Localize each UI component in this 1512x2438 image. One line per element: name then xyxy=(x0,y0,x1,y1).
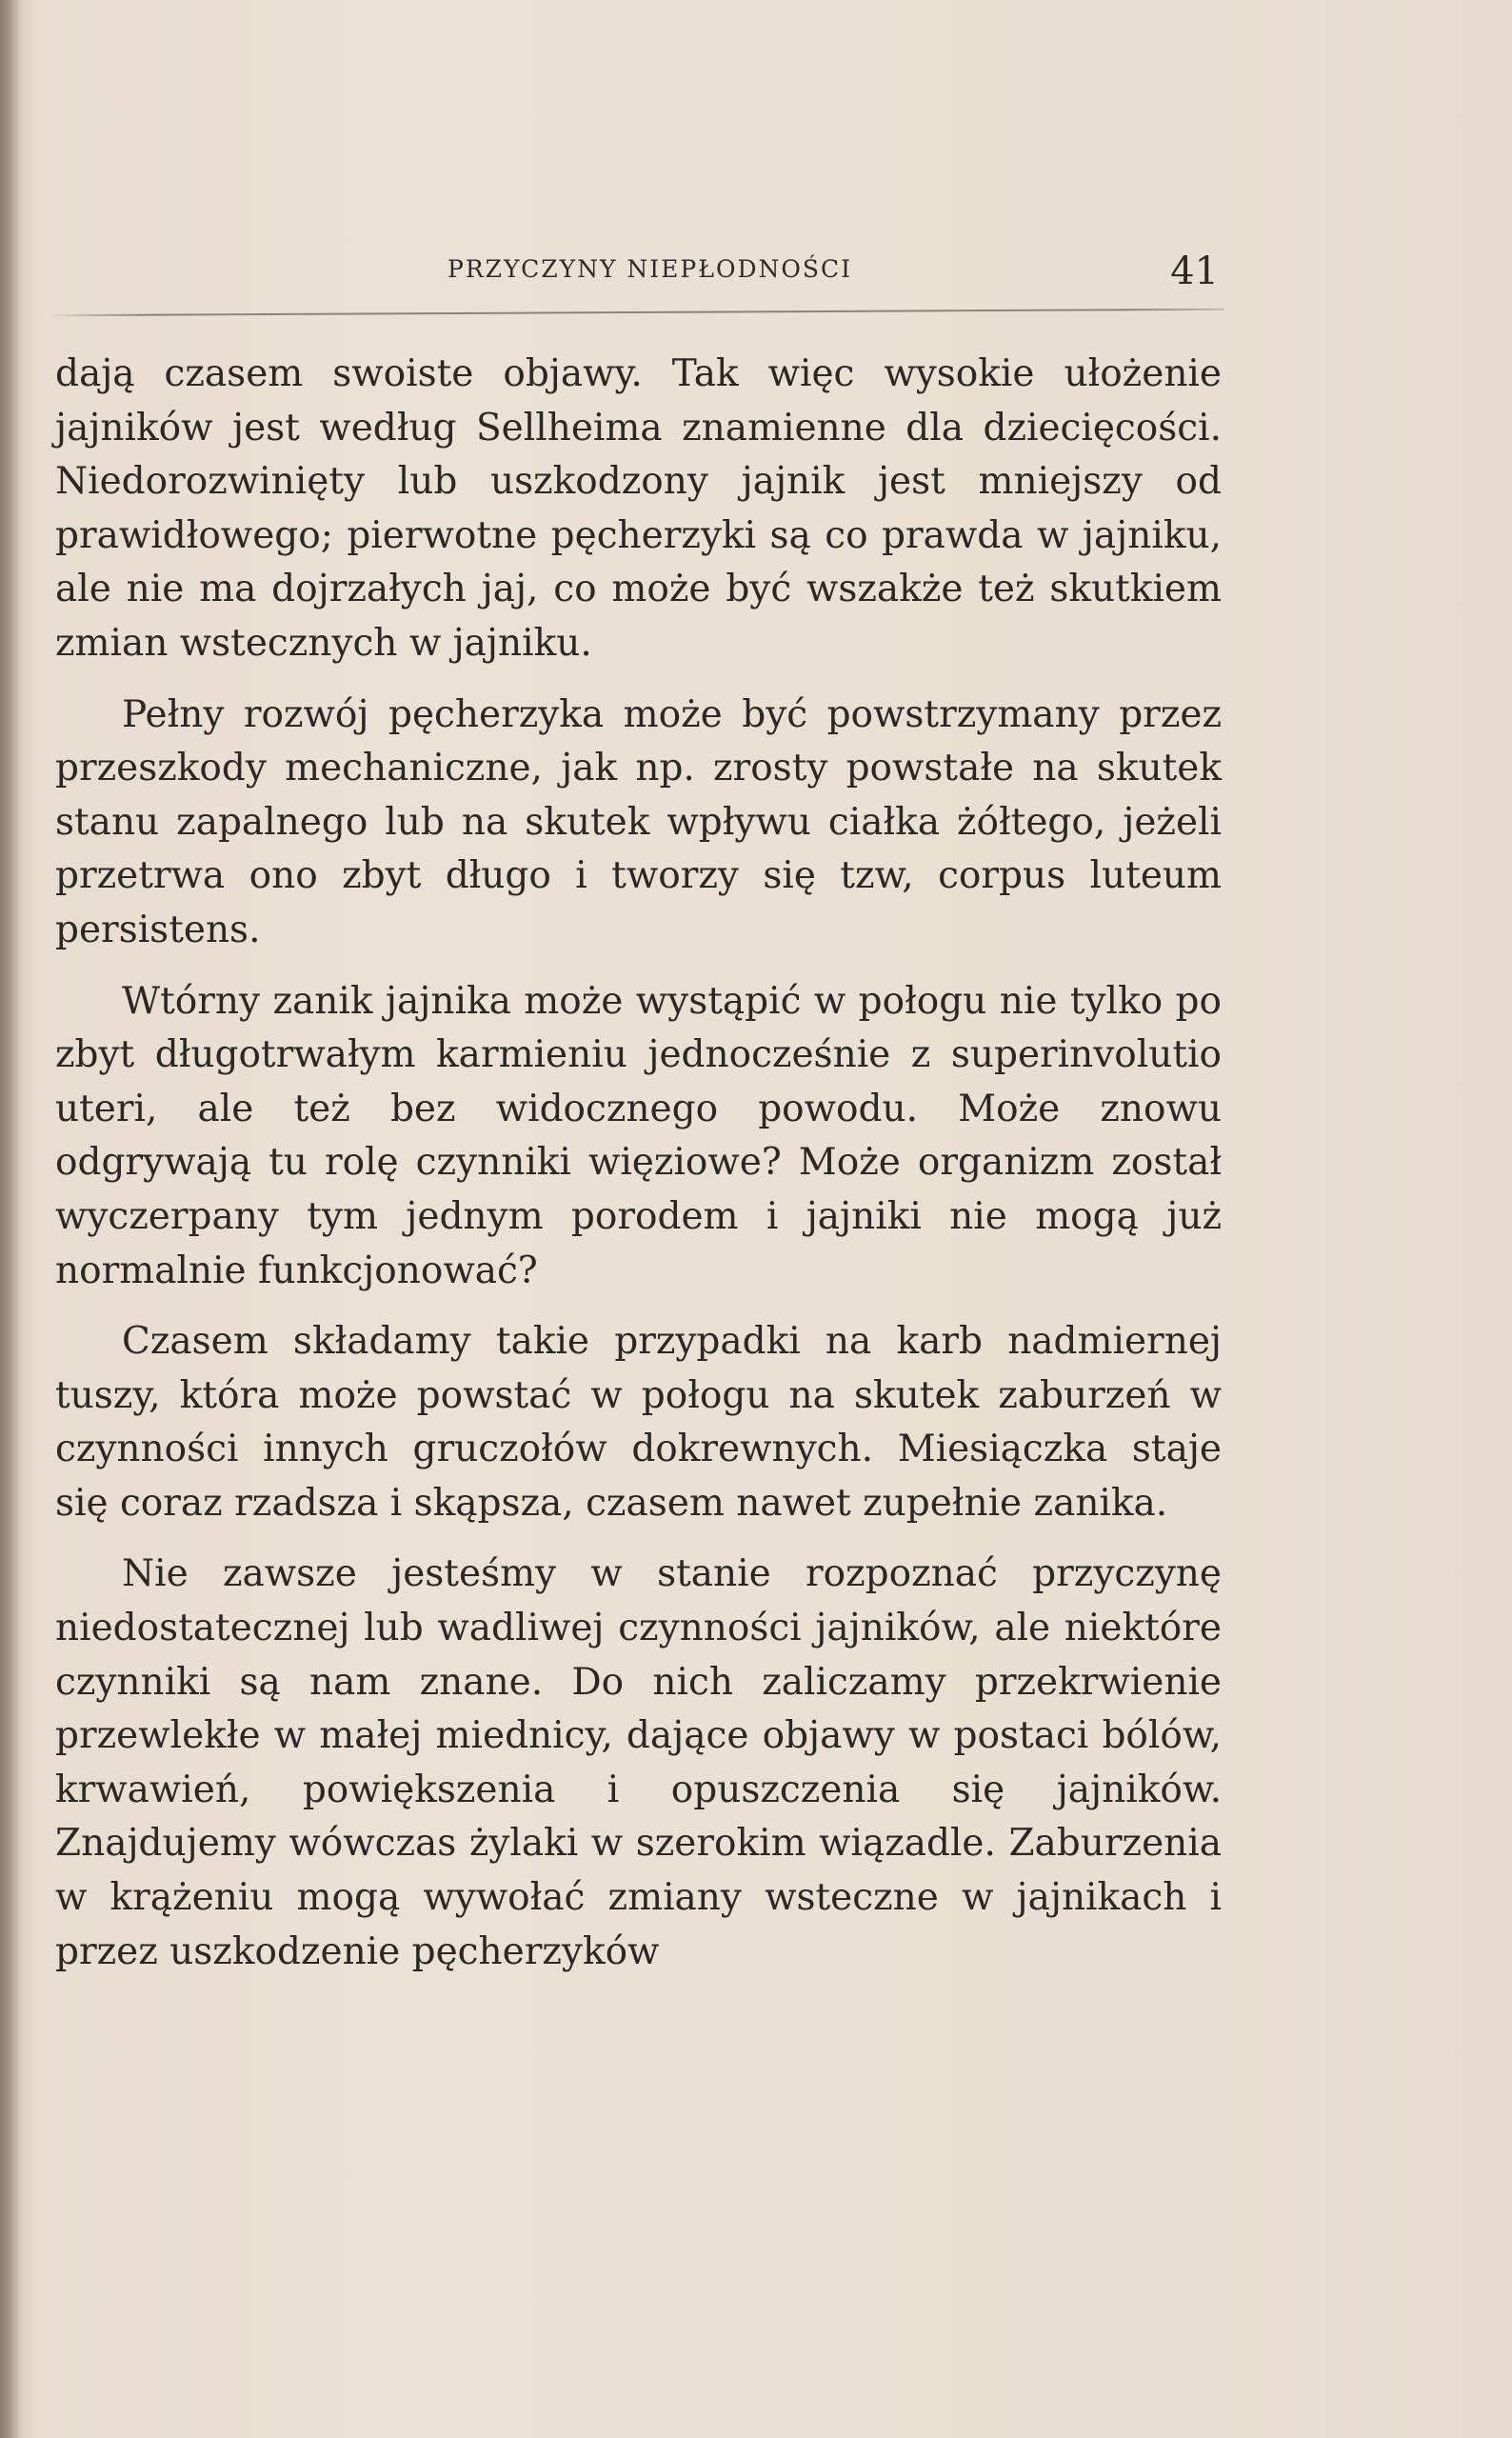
page-header xyxy=(448,250,1228,307)
running-title: PRZYCZYNY NIEPŁODNOŚCI xyxy=(448,255,852,283)
paragraph-1: dają czasem swoiste objawy. Tak więc wysokie ułożenie jajników jest według Sellheima znamienne dla dziecięcości. Niedorozwinięty lub uszkodzony jajnik jest mniejszy od prawidłowego; pierwotne pęcherzyki są co prawda w jajniku, ale nie ma dojrzałych jaj, co może być wszakże też skutkiem zmian wstecznych w jajniku. xyxy=(55,352,1222,665)
page-number: 41 xyxy=(1170,250,1219,293)
paragraph-2: Pełny rozwój pęcherzyka może być powstrzymany przez przeszkody mechaniczne, jak np. zrosty powstałe na skutek stanu zapalnego lub na skutek wpływu ciałka żółtego, jeżeli przetrwa ono zbyt długo i tworzy się tzw, corpus luteum persistens. xyxy=(55,692,1222,951)
binding-shadow xyxy=(0,0,21,2438)
body-text xyxy=(55,348,1222,1996)
paragraph-3: Wtórny zanik jajnika może wystąpić w połogu nie tylko po zbyt długotrwałym karmieniu jednocześnie z superinvolutio uteri, ale też bez widocznego powodu. Może znowu odgrywają tu rolę czynniki więziowe? Może organizm został wyczerpany tym jednym porodem i jajniki nie mogą już normalnie funkcjonować? xyxy=(55,979,1222,1292)
paragraph-4: Czasem składamy takie przypadki na karb nadmiernej tuszy, która może powstać w połogu na skutek zaburzeń w czynności innych gruczołów dokrewnych. Miesiączka staje się coraz rzadsza i skąpsza, czasem nawet zupełnie zanika. xyxy=(55,1320,1222,1525)
header-rule xyxy=(48,309,1224,316)
paragraph-5: Nie zawsze jesteśmy w stanie rozpoznać przyczynę niedostatecznej lub wadliwej czynności jajników, ale niektóre czynniki są nam znane. Do nich zaliczamy przekrwienie przewlekłe w małej miednicy, dające objawy w postaci bólów, krwawień, powiększenia i opuszczenia się jajników. Znajdujemy wówczas żylaki w szerokim wiązadle. Zaburzenia w krążeniu mogą wywołać zmiany wsteczne w jajnikach i przez uszkodzenie pęcherzyków xyxy=(55,1552,1222,1973)
